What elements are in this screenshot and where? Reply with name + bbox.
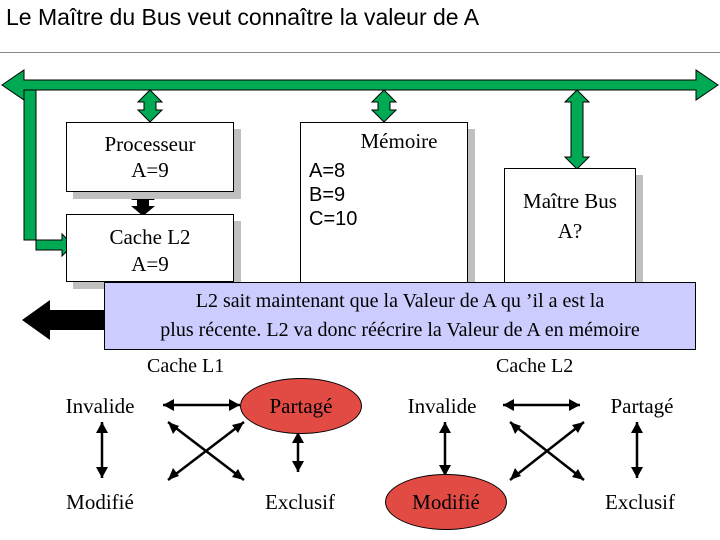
bus-master-box — [504, 168, 636, 284]
bus-link-processor — [138, 90, 162, 122]
l2-state-partage: Partagé — [610, 394, 674, 418]
slide-title: Le Maître du Bus veut connaître la valeur de A — [6, 4, 480, 30]
l1-state-modifie: Modifié — [66, 490, 134, 514]
cache-l2-box — [66, 214, 234, 282]
l2-state-modifie: Modifié — [385, 474, 507, 530]
callout-line-2: plus récente. L2 va donc réécrire la Valeur de A en mémoire — [160, 319, 640, 341]
bus-master-query: A? — [557, 219, 583, 243]
bus-master-label: Maître Bus — [523, 189, 617, 213]
cache-l2-value: A=9 — [131, 252, 169, 276]
cache-l1-heading: Cache L1 — [147, 355, 225, 377]
l1-state-partage: Partagé — [240, 378, 362, 434]
l1-state-invalide: Invalide — [65, 394, 135, 418]
l2-state-invalide: Invalide — [407, 394, 477, 418]
l2-state-exclusif: Exclusif — [605, 490, 675, 514]
memory-values — [309, 159, 357, 231]
memory-value-a: A=8 — [309, 160, 346, 182]
memory-title: Mémoire — [360, 129, 438, 153]
callout-line-1: L2 sait maintenant que la Valeur de A qu ’il a est la — [195, 290, 605, 312]
memory-box — [300, 122, 468, 284]
processor-box — [66, 122, 234, 192]
cache-l2-label: Cache L2 — [109, 225, 191, 249]
l1-state-exclusif: Exclusif — [265, 490, 335, 514]
memory-value-b: B=9 — [309, 184, 346, 206]
processor-cache-link — [131, 190, 155, 216]
processor-value: A=9 — [131, 158, 169, 182]
memory-value-c: C=10 — [309, 208, 358, 230]
bus-link-memory — [372, 90, 396, 122]
explanation-callout — [104, 282, 696, 350]
system-bus-arrow — [2, 70, 718, 100]
cache-l2-heading: Cache L2 — [496, 355, 574, 377]
processor-label: Processeur — [104, 132, 196, 156]
writeback-arrow — [22, 300, 104, 340]
bus-link-bus-master — [565, 90, 589, 169]
